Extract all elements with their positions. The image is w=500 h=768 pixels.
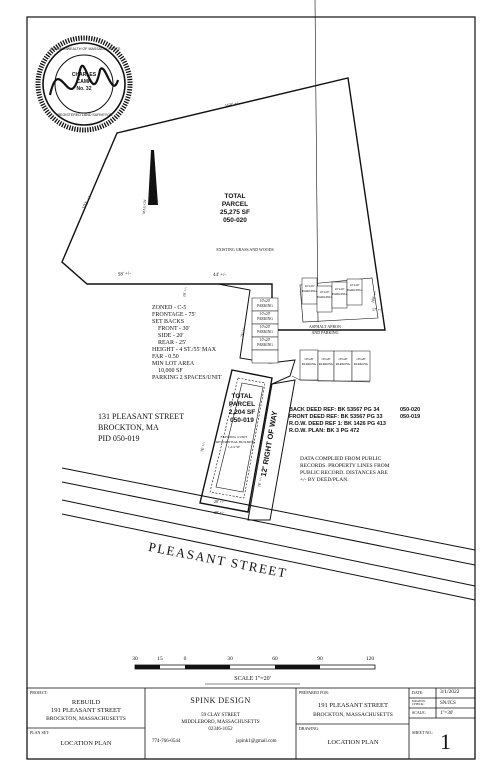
data-note-line: RECORDS. PROPERTY LINES FROM: [300, 463, 390, 469]
parking-label: 10'x20': [304, 284, 315, 288]
parking-label: 10'x20': [321, 357, 331, 361]
zoning-line: FRONT - 30': [158, 326, 190, 332]
prepared-label: PREPARED FOR:: [299, 690, 329, 695]
zoning-line: FAR - 0.50: [152, 354, 179, 360]
zoning-line: 10,000 SF: [158, 368, 183, 374]
dim-top: 160' +/-: [224, 101, 241, 110]
subject-parcel-label: TOTAL: [231, 393, 253, 400]
total-parcel-id: 050-020: [223, 217, 247, 224]
parking-label: PARKING: [301, 362, 317, 366]
scale-tb-value: 1"=30': [440, 711, 454, 716]
parking-label: PARKING: [353, 362, 369, 366]
scale-tb-label: SCALE:: [412, 710, 426, 715]
deed-pid: 050-019: [400, 414, 421, 420]
seal-name-1: CHARLES: [71, 72, 97, 78]
dim-mid-vert: 18' +/-: [181, 286, 189, 298]
dim-front-2: 28' +/-: [214, 510, 225, 515]
parking-label: 10'x20': [259, 299, 271, 303]
parking-label: 10'x20': [259, 338, 271, 342]
seal-bottom-text: REGISTERED LAND SURVEYOR: [57, 113, 113, 117]
dim-mid-left: 93' +/-: [117, 271, 132, 278]
asphalt-label-1: ASPHALT APRON: [309, 324, 341, 329]
asphalt-label-2: AND PARKING: [311, 330, 339, 335]
address-line-1: 131 PLEASANT STREET: [98, 412, 185, 421]
data-note-line: DATA COMPLIED FROM PUBLIC: [300, 456, 382, 462]
parking-label: 10'x20': [304, 357, 314, 361]
building-note: RESIDENTIAL BUILDING: [216, 440, 256, 444]
building-note: 1,212 SF: [227, 445, 241, 449]
seal-name-3: No. 32: [76, 86, 92, 92]
parking-label: PARKING: [257, 304, 273, 308]
total-parcel-label: TOTAL: [224, 193, 246, 200]
subject-parcel-area: 2,204 SF: [228, 409, 256, 416]
subject-parcel-label-2: PARCEL: [228, 401, 256, 408]
building-note: EXISTING 4 UNIT: [220, 435, 248, 439]
plan-set-label: PLAN SET:: [30, 730, 50, 735]
scale-tick-label: 15: [157, 656, 163, 662]
firm-line: 59 CLAY STREET: [201, 713, 240, 718]
zoning-line: MIN LOT AREA: [152, 361, 195, 367]
scale-tick-label: 90: [317, 656, 323, 662]
data-note-line: +/- BY DEED/PLAN.: [300, 477, 349, 483]
drawn-value: SN/JCS: [440, 701, 456, 706]
zoning-line: REAR - 25': [158, 340, 187, 346]
prepared-line: BROCKTON, MASSACHUSETTS: [313, 712, 393, 718]
firm-email[interactable]: jspink1@gmail.com: [236, 739, 277, 744]
dim-front: 28' +/-: [214, 499, 225, 504]
dim-right-bottom: 100' +/-: [369, 290, 378, 304]
zoning-line: HEIGHT - 4 ST./55' MAX: [152, 347, 217, 353]
date-value: 3/1/2022: [440, 689, 460, 695]
dim-mid: 44' +/-: [213, 273, 227, 278]
street-name: PLEASANT STREET: [147, 539, 289, 581]
zoning-line: FRONTAGE - 75': [152, 312, 196, 318]
dim-left: 192' +/-: [81, 194, 94, 211]
scale-tick-label: 0: [183, 656, 187, 662]
parking-label: PARKING: [335, 362, 351, 366]
dim-right-vert: 76' +/-: [239, 326, 247, 338]
parking-label: 10'x20': [259, 312, 271, 316]
upper-parking: [300, 0, 378, 322]
parking-label: PARKING: [332, 292, 347, 296]
parking-label: PARKING: [257, 343, 273, 347]
parking-label: PARKING: [302, 289, 317, 293]
dim-lot-left: 76' +/-: [199, 441, 207, 453]
right-of-way-label: 12' RIGHT OF WAY: [258, 410, 280, 478]
project-line: REBUILD: [71, 699, 101, 706]
firm-line: 02346-1052: [208, 727, 233, 732]
parking-label: 10'x20': [338, 357, 348, 361]
zoning-line: ZONED - C-5: [152, 305, 187, 311]
street-line-2: [62, 482, 475, 565]
project-line: 191 PLEASANT STREET: [51, 707, 121, 714]
north-label: MAG GN: [141, 199, 148, 215]
subject-parcel-id: 050-019: [230, 417, 254, 424]
dim-right-small: 17' +/-: [372, 307, 383, 312]
dim-lot-right: 76' +/-: [256, 476, 264, 488]
parking-label: 10'x20': [334, 287, 345, 291]
parking-label: PARKING: [318, 362, 334, 366]
project-line: BROCKTON, MASSACHUSETTS: [46, 716, 126, 722]
parking-label: 10'x20': [319, 290, 330, 294]
scale-tick-label: 30: [227, 656, 233, 662]
seal-ring-text: COMMONWEALTH OF MASSACHUSETTS: [50, 47, 121, 51]
scale-tick-label: 120: [365, 656, 375, 662]
seal-name-2: CAMP: [76, 79, 92, 85]
existing-grass-label: EXISTING GRASS AND WOODS: [216, 247, 274, 252]
total-parcel-area: 25,275 SF: [220, 209, 250, 216]
address-line-2: BROCKTON, MA: [98, 423, 159, 432]
project-label: PROJECT:: [30, 690, 48, 695]
firm-phone: 774-766-0544: [152, 739, 181, 744]
address-line-3: PID 050-019: [98, 434, 140, 443]
firm-name: SPINK DESIGN: [190, 696, 251, 705]
zoning-line: PARKING 2 SPACES/UNIT: [152, 375, 222, 381]
zoning-line: SET BACKS: [152, 319, 185, 325]
scale-label: SCALE 1"=20': [234, 676, 271, 682]
sheet-number: 1: [440, 729, 451, 754]
drawing-label: DRAWING:: [299, 726, 320, 731]
north-arrow-icon: [148, 150, 158, 205]
street-line-1: [62, 468, 475, 550]
deed-ref: FRONT DEED REF: BK 53567 PG 33: [289, 414, 383, 420]
parking-label: PARKING: [257, 330, 273, 334]
total-parcel-label-2: PARCEL: [221, 201, 249, 208]
sheet-label: SHEET NO.:: [412, 730, 434, 735]
parking-label: 10'x20': [349, 283, 360, 287]
firm-line: MIDDLEBORO, MASSACHUSETTS: [181, 720, 260, 725]
parking-label: PARKING: [347, 288, 362, 292]
data-note-line: PUBLIC RECORD. DISTANCES ARE: [300, 470, 388, 476]
deed-pid: 050-020: [400, 407, 421, 413]
deed-ref: R.O.W. PLAN: BK 3 PG 472: [289, 428, 360, 434]
parking-label: PARKING: [317, 295, 332, 299]
plan-set: LOCATION PLAN: [60, 740, 112, 747]
parking-label: PARKING: [257, 317, 273, 321]
drawing: LOCATION PLAN: [327, 739, 379, 746]
drawn-label: DRAWN/ CHECK:: [412, 699, 426, 707]
deed-ref: R.O.W. DEED REF 1: BK 1426 PG 413: [289, 421, 386, 427]
scale-tick-label: 60: [272, 656, 278, 662]
street-line-4: [62, 514, 475, 600]
deed-ref: BACK DEED REF: BK 53567 PG 34: [289, 407, 380, 413]
prepared-line: 191 PLEASANT STREET: [318, 702, 388, 709]
scale-tick-label: 30: [132, 656, 138, 662]
zoning-line: SIDE - 20': [158, 333, 184, 339]
parking-label: 10'x20': [259, 325, 271, 329]
parking-label: 10'x20': [356, 357, 366, 361]
date-label: DATE:: [412, 690, 424, 695]
scale-bar: [135, 665, 375, 669]
